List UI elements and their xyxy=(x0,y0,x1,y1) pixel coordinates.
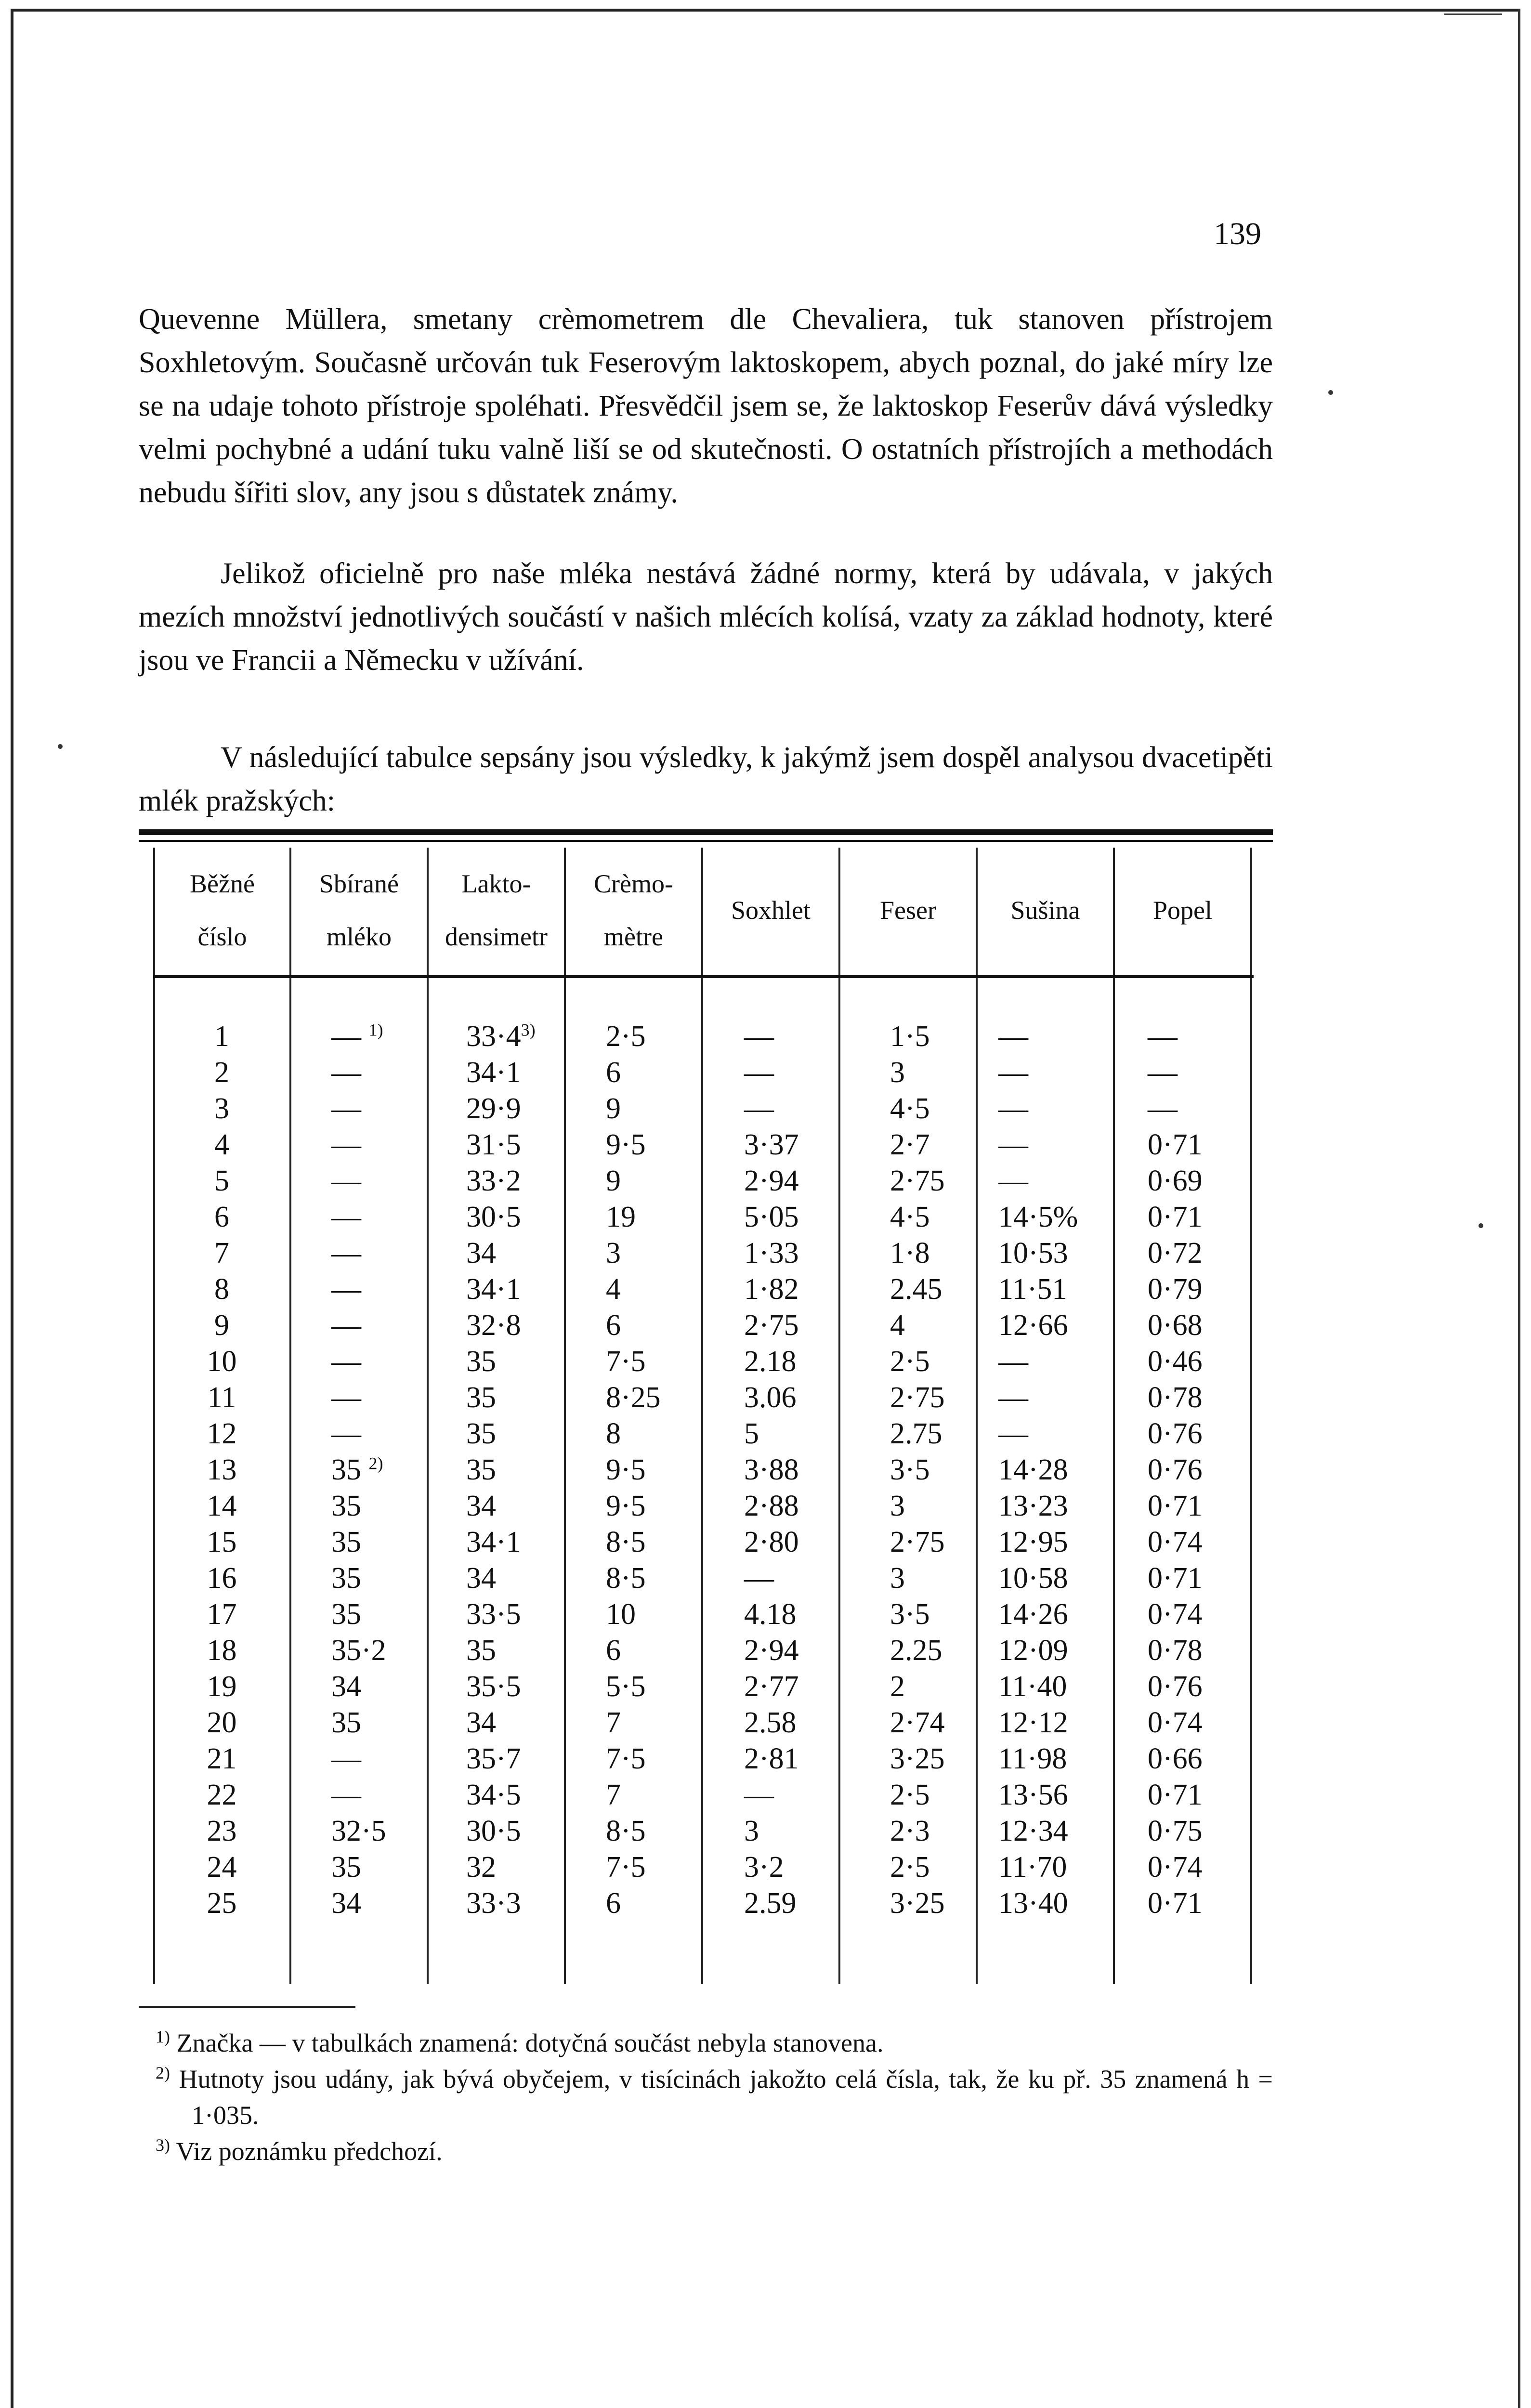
cell: 4 xyxy=(606,1273,621,1306)
table-row xyxy=(153,1452,1254,1488)
cell: — xyxy=(331,1273,361,1306)
cell: — xyxy=(744,1020,774,1053)
cell: — xyxy=(744,1562,774,1595)
cell: 3·5 xyxy=(890,1598,930,1631)
cell: 8·5 xyxy=(606,1815,646,1847)
cell: 1·82 xyxy=(744,1273,799,1306)
cell: 8 xyxy=(606,1417,621,1450)
cell: 8·25 xyxy=(606,1381,661,1414)
cell: 4·5 xyxy=(890,1201,930,1233)
cell: 11·70 xyxy=(998,1851,1067,1884)
cell: — xyxy=(331,1201,361,1233)
cell: 34·5 xyxy=(466,1779,521,1811)
cell: 24 xyxy=(207,1851,237,1884)
footnote-ref: 3) xyxy=(521,1020,536,1040)
table-row xyxy=(153,1127,1254,1163)
header-line: mléko xyxy=(327,922,392,951)
cell: 1 xyxy=(214,1020,229,1053)
cell: 0·74 xyxy=(1148,1526,1203,1558)
cell: 2·5 xyxy=(890,1851,930,1884)
cell: 2.18 xyxy=(744,1345,797,1378)
cell: — xyxy=(998,1417,1028,1450)
cell: 9 xyxy=(606,1165,621,1197)
cell: 3.06 xyxy=(744,1381,797,1414)
cell: 6 xyxy=(606,1887,621,1920)
cell: 0·76 xyxy=(1148,1417,1203,1450)
table-row xyxy=(153,1091,1254,1127)
cell: 12·95 xyxy=(998,1526,1068,1558)
cell: 14·26 xyxy=(998,1598,1068,1631)
cell xyxy=(466,1019,536,1055)
table-row xyxy=(153,1344,1254,1380)
cell: 0·74 xyxy=(1148,1598,1203,1631)
cell: 2·94 xyxy=(744,1165,799,1197)
table-row xyxy=(153,1885,1254,1922)
footnote-3 xyxy=(139,2133,1273,2170)
cell: 3·5 xyxy=(890,1453,930,1486)
page-border-left xyxy=(11,9,13,2408)
cell: 11·40 xyxy=(998,1670,1067,1703)
cell: 2.75 xyxy=(890,1417,942,1450)
cell: 34·1 xyxy=(466,1273,521,1306)
cell: 34 xyxy=(331,1887,361,1920)
cell: — xyxy=(1148,1020,1178,1053)
cell: 19 xyxy=(207,1670,237,1703)
table-row xyxy=(153,1380,1254,1416)
cell: 3·2 xyxy=(744,1851,784,1884)
header-soxhlet: Soxhlet xyxy=(731,896,811,925)
footnote-2 xyxy=(139,2061,1273,2133)
cell: 2·75 xyxy=(890,1526,945,1558)
cell: 33·5 xyxy=(466,1598,521,1631)
header-line: Běžné xyxy=(190,869,255,898)
cell: 14 xyxy=(207,1490,237,1522)
cell: 13 xyxy=(207,1453,237,1486)
cell: 32 xyxy=(466,1851,496,1884)
cell: 12·12 xyxy=(998,1706,1068,1739)
cell: 7 xyxy=(606,1706,621,1739)
cell: 33·2 xyxy=(466,1165,521,1197)
cell: 8 xyxy=(214,1273,229,1306)
table-row xyxy=(153,1524,1254,1560)
table-row xyxy=(153,1271,1254,1308)
header-feser: Feser xyxy=(880,896,936,925)
cell: 2·5 xyxy=(890,1779,930,1811)
header-laktodensimetr xyxy=(429,848,564,973)
cell xyxy=(331,1019,383,1055)
cell: 14·28 xyxy=(998,1453,1068,1486)
cell: 30·5 xyxy=(466,1815,521,1847)
cell: — xyxy=(331,1742,361,1775)
cell: 10 xyxy=(207,1345,237,1378)
table-row xyxy=(153,1163,1254,1199)
cell: 3·88 xyxy=(744,1453,799,1486)
cell: 2·81 xyxy=(744,1742,799,1775)
cell: 3 xyxy=(744,1815,759,1847)
cell: — xyxy=(331,1381,361,1414)
cell: 6 xyxy=(214,1201,229,1233)
cell: 5·5 xyxy=(606,1670,646,1703)
cell: — xyxy=(331,1345,361,1378)
cell: 9·5 xyxy=(606,1128,646,1161)
cell: 3·25 xyxy=(890,1742,945,1775)
cell: — xyxy=(331,1417,361,1450)
cell: 23 xyxy=(207,1815,237,1847)
cell: 2·74 xyxy=(890,1706,945,1739)
cell: 3 xyxy=(890,1490,905,1522)
cell: 33·3 xyxy=(466,1887,521,1920)
cell: 0·71 xyxy=(1148,1128,1203,1161)
cell: 0·72 xyxy=(1148,1237,1203,1269)
cell: 0·74 xyxy=(1148,1851,1203,1884)
cell: 34 xyxy=(331,1670,361,1703)
footnote-ref: 1) xyxy=(368,1020,383,1040)
cell: 2·5 xyxy=(890,1345,930,1378)
paragraph-3: V následující tabulce sepsány jsou výsledky, k jakýmž jsem dospěl analysou dvacetipěti mlék pražských: xyxy=(139,741,1273,817)
cell: 2 xyxy=(890,1670,905,1703)
header-line: mètre xyxy=(604,922,663,951)
cell: 29·9 xyxy=(466,1092,521,1125)
cell: 0·78 xyxy=(1148,1381,1203,1414)
cell: 7·5 xyxy=(606,1345,646,1378)
cell: 2·77 xyxy=(744,1670,799,1703)
cell: — xyxy=(998,1092,1028,1125)
cell: 34·1 xyxy=(466,1056,521,1089)
cell: 5 xyxy=(744,1417,759,1450)
header-line: Crèmo- xyxy=(594,869,673,898)
cell: 35 xyxy=(331,1526,361,1558)
cell: 13·23 xyxy=(998,1490,1068,1522)
cell: 5 xyxy=(214,1165,229,1197)
footnote-mark: 3) xyxy=(156,2135,170,2155)
table-row xyxy=(153,1308,1254,1344)
cell: 0·76 xyxy=(1148,1670,1203,1703)
cell: 18 xyxy=(207,1634,237,1667)
cell: 6 xyxy=(606,1309,621,1342)
cell: 11·51 xyxy=(998,1273,1067,1306)
cell: 0·68 xyxy=(1148,1309,1203,1342)
cell: 7·5 xyxy=(606,1851,646,1884)
cell: 22 xyxy=(207,1779,237,1811)
header-cislo xyxy=(155,848,289,973)
cell: — xyxy=(998,1056,1028,1089)
footnotes xyxy=(139,2025,1273,2170)
cell: — xyxy=(744,1056,774,1089)
cell: 0·75 xyxy=(1148,1815,1203,1847)
cell: 13·56 xyxy=(998,1779,1068,1811)
cell: 0·71 xyxy=(1148,1490,1203,1522)
table-row xyxy=(153,1416,1254,1452)
cell: 0·76 xyxy=(1148,1453,1203,1486)
table-row xyxy=(153,1669,1254,1705)
cell: 4 xyxy=(214,1128,229,1161)
cell: — xyxy=(331,1237,361,1269)
cell: 2·94 xyxy=(744,1634,799,1667)
cell: 1·33 xyxy=(744,1237,799,1269)
header-line: densimetr xyxy=(445,922,548,951)
table-row xyxy=(153,1235,1254,1271)
cell: — xyxy=(744,1092,774,1125)
cell: — xyxy=(1148,1092,1178,1125)
footnote-text: Viz poznámku předchozí. xyxy=(176,2137,443,2166)
cell: 31·5 xyxy=(466,1128,521,1161)
cell: 7 xyxy=(606,1779,621,1811)
cell: 11·98 xyxy=(998,1742,1067,1775)
cell: 17 xyxy=(207,1598,237,1631)
cell: 0·69 xyxy=(1148,1165,1203,1197)
cell: 3 xyxy=(890,1056,905,1089)
cell: — xyxy=(331,1779,361,1811)
cell: — xyxy=(331,1092,361,1125)
cell: 10·53 xyxy=(998,1237,1068,1269)
cell: 2·75 xyxy=(890,1381,945,1414)
cell-value: 33·4 xyxy=(466,1020,521,1053)
table-row xyxy=(153,1199,1254,1235)
table-top-rule-thin xyxy=(139,840,1273,842)
table-row xyxy=(153,1055,1254,1091)
cell: 2.45 xyxy=(890,1273,942,1306)
cell: 3 xyxy=(890,1562,905,1595)
table-top-rule xyxy=(139,829,1273,835)
cell: — xyxy=(331,1309,361,1342)
cell: — xyxy=(331,1128,361,1161)
cell: 2 xyxy=(214,1056,229,1089)
cell: 12·09 xyxy=(998,1634,1068,1667)
cell: 9·5 xyxy=(606,1453,646,1486)
cell: 2.25 xyxy=(890,1634,942,1667)
cell: 2·80 xyxy=(744,1526,799,1558)
cell: 2·75 xyxy=(744,1309,799,1342)
cell: — xyxy=(998,1345,1028,1378)
table-row xyxy=(153,1597,1254,1633)
cell: 25 xyxy=(207,1887,237,1920)
cell: 4·5 xyxy=(890,1092,930,1125)
cell: 1·5 xyxy=(890,1020,930,1053)
cell: 35 xyxy=(466,1453,496,1486)
cell: 4 xyxy=(890,1309,905,1342)
cell: — xyxy=(331,1056,361,1089)
table-row xyxy=(153,1488,1254,1524)
cell: 12 xyxy=(207,1417,237,1450)
footnote-mark: 2) xyxy=(156,2063,170,2082)
cell: 21 xyxy=(207,1742,237,1775)
cell: 3·37 xyxy=(744,1128,799,1161)
page-border-right xyxy=(1518,9,1520,2408)
cell: 34·1 xyxy=(466,1526,521,1558)
cell: 2.59 xyxy=(744,1887,797,1920)
page-border-top xyxy=(11,9,1520,12)
cell: 35 xyxy=(466,1417,496,1450)
cell: 2·7 xyxy=(890,1128,930,1161)
cell: 9·5 xyxy=(606,1490,646,1522)
cell: 35 xyxy=(331,1598,361,1631)
table-row xyxy=(153,1849,1254,1885)
cell: 3 xyxy=(214,1092,229,1125)
scan-speck xyxy=(1328,390,1333,395)
cell: 14·5% xyxy=(998,1201,1078,1233)
table-row xyxy=(153,1019,1254,1055)
table-row xyxy=(153,1741,1254,1777)
cell: — xyxy=(744,1779,774,1811)
table-row xyxy=(153,1633,1254,1669)
cell: 13·40 xyxy=(998,1887,1068,1920)
cell: 30·5 xyxy=(466,1201,521,1233)
cell: 4.18 xyxy=(744,1598,797,1631)
cell: 11 xyxy=(207,1381,236,1414)
cell: 2·5 xyxy=(606,1020,646,1053)
cell xyxy=(331,1452,383,1488)
cell: 35 xyxy=(466,1345,496,1378)
cell: 35·7 xyxy=(466,1742,521,1775)
header-cremometre xyxy=(566,848,701,973)
cell: 35 xyxy=(466,1634,496,1667)
cell: 0·66 xyxy=(1148,1742,1203,1775)
cell: 3·25 xyxy=(890,1887,945,1920)
cell: 6 xyxy=(606,1634,621,1667)
cell: 35·2 xyxy=(331,1634,386,1667)
cell: 8·5 xyxy=(606,1562,646,1595)
cell: 35 xyxy=(331,1490,361,1522)
cell: 0·71 xyxy=(1148,1562,1203,1595)
cell: 7 xyxy=(214,1237,229,1269)
cell: 35 xyxy=(331,1706,361,1739)
cell: 1·8 xyxy=(890,1237,930,1269)
header-susina: Sušina xyxy=(1010,896,1080,925)
header-rule xyxy=(153,975,1254,978)
cell: — xyxy=(998,1165,1028,1197)
cell: 2·3 xyxy=(890,1815,930,1847)
cell: 0·78 xyxy=(1148,1634,1203,1667)
header-popel: Popel xyxy=(1152,896,1212,925)
header-line: číslo xyxy=(197,922,247,951)
footnote-mark: 1) xyxy=(156,2027,170,2046)
cell: 16 xyxy=(207,1562,237,1595)
cell: 2.58 xyxy=(744,1706,797,1739)
table-row xyxy=(153,1560,1254,1597)
footnote-ref: 2) xyxy=(368,1453,383,1473)
footnote-1 xyxy=(139,2025,1273,2061)
cell: 34 xyxy=(466,1706,496,1739)
cell: 12·34 xyxy=(998,1815,1068,1847)
cell: 0·71 xyxy=(1148,1887,1203,1920)
cell: 0·71 xyxy=(1148,1201,1203,1233)
cell: 35 xyxy=(331,1562,361,1595)
cell: 32·8 xyxy=(466,1309,521,1342)
cell: 35 xyxy=(466,1381,496,1414)
cell: 7·5 xyxy=(606,1742,646,1775)
footnote-text: Hutnoty jsou udány, jak bývá obyčejem, v tisícinách jakožto celá čísla, tak, že ku př. 35 znamená h = 1·035. xyxy=(179,2065,1273,2130)
table-row xyxy=(153,1777,1254,1813)
footnote-rule xyxy=(139,2006,355,2008)
cell: 12·66 xyxy=(998,1309,1068,1342)
cell: 0·74 xyxy=(1148,1706,1203,1739)
cell: 9 xyxy=(214,1309,229,1342)
cell: 15 xyxy=(207,1526,237,1558)
cell: 19 xyxy=(606,1201,636,1233)
cell: — xyxy=(998,1128,1028,1161)
cell: 20 xyxy=(207,1706,237,1739)
table-row xyxy=(153,1705,1254,1741)
cell: 2·75 xyxy=(890,1165,945,1197)
cell: 3 xyxy=(606,1237,621,1269)
table-row xyxy=(153,1813,1254,1849)
cell: 2·88 xyxy=(744,1490,799,1522)
scan-corner-mark xyxy=(1444,13,1502,15)
paragraph-1: Quevenne Müllera, smetany crèmometrem dle Chevaliera, tuk stanoven přístrojem Soxhletovým. Současně určován tuk Feserovým laktoskopem, abych poznal, do jaké míry lze se na udaje tohoto přístroje spoléhati. Přesvědčil jsem se, že laktoskop Feserův dává výsledky velmi pochybné a udání tuku valně liší se od skutečnosti. O ostatních přístrojích a methodách nebudu šířiti slov, any jsou s důstatek známy. xyxy=(139,303,1273,509)
cell: 34 xyxy=(466,1237,496,1269)
cell: 34 xyxy=(466,1490,496,1522)
cell: 8·5 xyxy=(606,1526,646,1558)
scan-speck xyxy=(1479,1223,1483,1228)
footnote-text: Značka — v tabulkách znamená: dotyčná součást nebyla stanovena. xyxy=(176,2028,884,2057)
header-line: Lakto- xyxy=(461,869,531,898)
paragraph-2: Jelikož oficielně pro naše mléka nestává žádné normy, která by udávala, v jakých mezích množství jednotlivých součástí v našich mlécích kolísá, vzaty za základ hodnoty, které jsou ve Francii a Německu v užívání. xyxy=(139,557,1273,677)
cell: 10 xyxy=(606,1598,636,1631)
cell: — xyxy=(998,1020,1028,1053)
cell: — xyxy=(1148,1056,1178,1089)
cell: 0·79 xyxy=(1148,1273,1203,1306)
cell: 35·5 xyxy=(466,1670,521,1703)
cell: 5·05 xyxy=(744,1201,799,1233)
cell: 6 xyxy=(606,1056,621,1089)
scan-speck xyxy=(58,744,63,749)
cell-value: — xyxy=(331,1020,361,1053)
cell: 9 xyxy=(606,1092,621,1125)
cell: 35 xyxy=(331,1851,361,1884)
cell-value: 35 xyxy=(331,1453,361,1486)
cell: 0·71 xyxy=(1148,1779,1203,1811)
cell: — xyxy=(331,1165,361,1197)
cell: — xyxy=(998,1381,1028,1414)
cell: 10·58 xyxy=(998,1562,1068,1595)
page-number: 139 xyxy=(1214,216,1261,251)
header-sbirane-mleko xyxy=(291,848,427,973)
cell: 0·46 xyxy=(1148,1345,1203,1378)
cell: 34 xyxy=(466,1562,496,1595)
milk-analysis-table xyxy=(153,848,1254,1984)
cell: 32·5 xyxy=(331,1815,386,1847)
header-line: Sbírané xyxy=(319,869,399,898)
